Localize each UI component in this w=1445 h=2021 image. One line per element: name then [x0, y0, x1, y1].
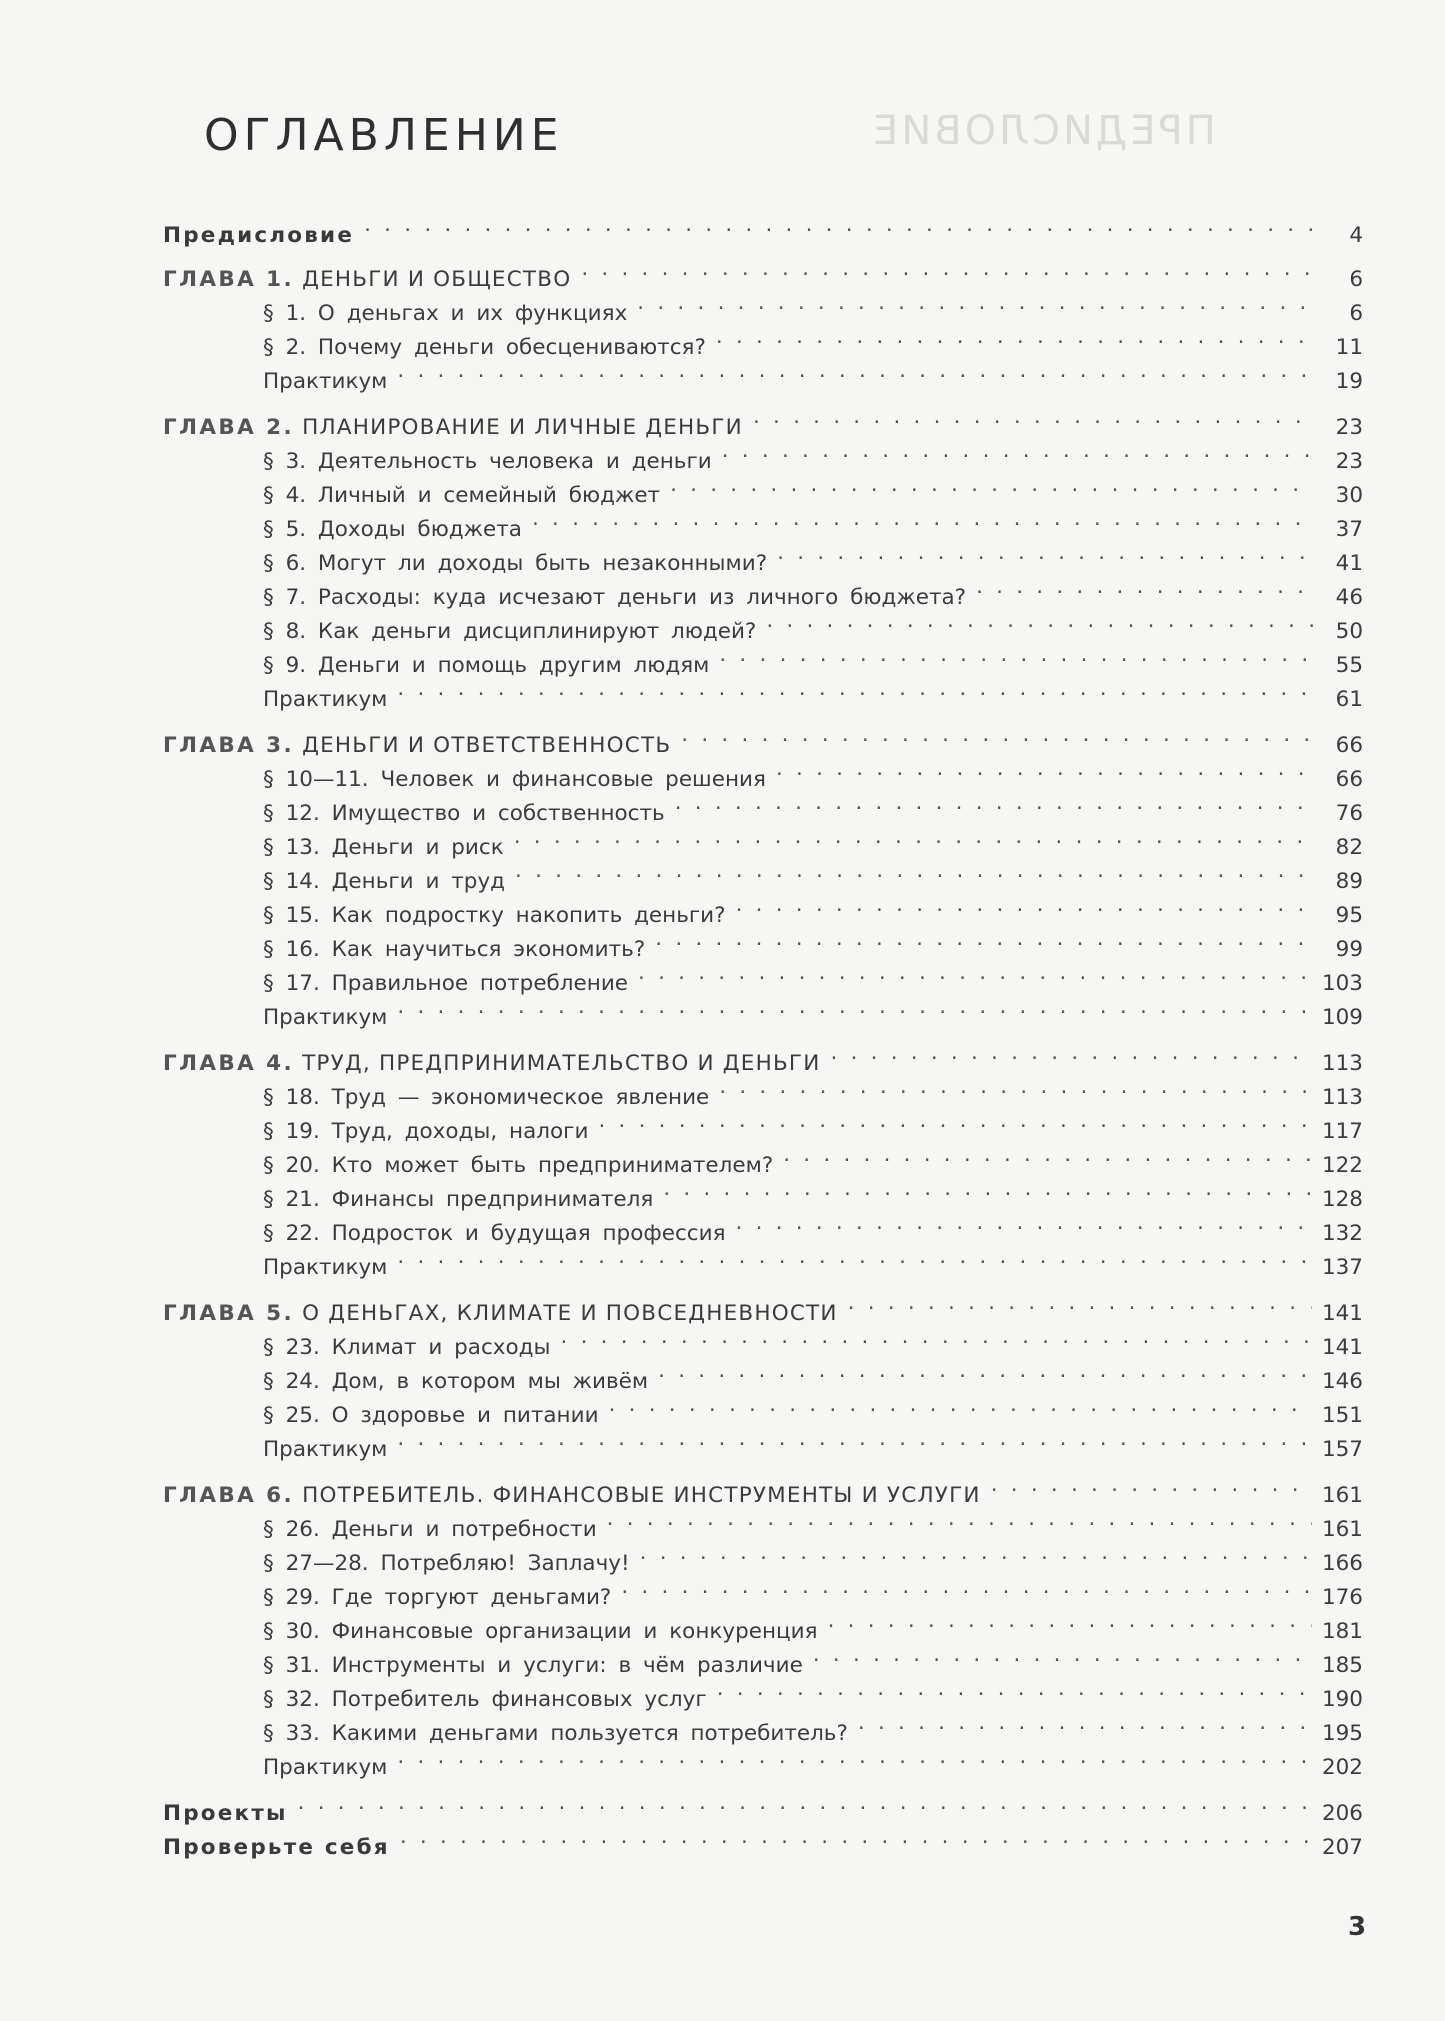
page-ref: 190 — [1321, 1687, 1363, 1712]
page-ref: 166 — [1321, 1551, 1363, 1576]
toc-chapter-label — [163, 411, 753, 445]
toc-section-label: § 31. Инструменты и услуги: в чём различие — [263, 1653, 803, 1678]
dot-leader — [397, 990, 1312, 1024]
toc-self-check-label: Проверьте себя — [163, 1835, 390, 1860]
dot-leader — [848, 1286, 1312, 1320]
chapter-title: ДЕНЬГИ И ОБЩЕСТВО — [302, 267, 572, 292]
page-ref: 109 — [1321, 1005, 1363, 1030]
page-title: ОГЛАВЛЕНИЕ — [204, 110, 564, 161]
toc-section-label: § 20. Кто может быть предпринимателем? — [263, 1153, 774, 1178]
page-ref: 181 — [1321, 1619, 1363, 1644]
toc-section-label: § 3. Деятельность человека и деньги — [263, 449, 712, 474]
page-ref: 99 — [1335, 937, 1363, 962]
chapter-number: ГЛАВА 5. — [163, 1301, 295, 1326]
toc-section-label: § 22. Подросток и будущая профессия — [263, 1221, 726, 1246]
dot-leader — [777, 536, 1313, 570]
dot-leader — [640, 1536, 1312, 1570]
toc-chapter — [163, 252, 1363, 292]
toc-section-label: § 29. Где торгуют деньгами? — [263, 1585, 612, 1610]
page-ref: 11 — [1335, 335, 1363, 360]
dot-leader — [561, 1320, 1312, 1354]
page-ref: 206 — [1321, 1801, 1363, 1826]
toc-practicum-label: Практикум — [263, 1437, 388, 1462]
toc-section-label: § 30. Финансовые организации и конкуренция — [263, 1619, 818, 1644]
dot-leader — [397, 1422, 1312, 1456]
page-ref: 128 — [1321, 1187, 1363, 1212]
page-ref: 117 — [1321, 1119, 1363, 1144]
toc-practicum-label: Практикум — [263, 1755, 388, 1780]
page-ref: 113 — [1321, 1051, 1363, 1076]
page-ref: 207 — [1321, 1835, 1363, 1860]
page-number: 3 — [1348, 1912, 1367, 1942]
dot-leader — [364, 208, 1313, 242]
dot-leader — [831, 1036, 1312, 1070]
table-of-contents — [163, 208, 1363, 1860]
page-ref: 141 — [1321, 1301, 1363, 1326]
dot-leader — [828, 1604, 1312, 1638]
chapter-title: О ДЕНЬГАХ, КЛИМАТЕ И ПОВСЕДНЕВНОСТИ — [302, 1301, 838, 1326]
toc-section-label: § 10—11. Человек и финансовые решения — [263, 767, 766, 792]
page-ref: 202 — [1321, 1755, 1363, 1780]
chapter-number: ГЛАВА 2. — [163, 415, 295, 440]
dot-leader — [655, 922, 1313, 956]
page-ref: 46 — [1335, 585, 1363, 610]
dot-leader — [753, 400, 1313, 434]
dot-leader — [598, 1104, 1312, 1138]
dot-leader — [607, 1502, 1312, 1536]
dot-leader — [722, 434, 1313, 468]
toc-section-label: § 19. Труд, доходы, налоги — [263, 1119, 589, 1144]
toc-section-label: § 13. Деньги и риск — [263, 835, 504, 860]
toc-practicum-label: Практикум — [263, 369, 388, 394]
toc-section-label: § 2. Почему деньги обесцениваются? — [263, 335, 706, 360]
toc-chapter-label — [163, 729, 681, 763]
chapter-title: ТРУД, ПРЕДПРИНИМАТЕЛЬСТВО И ДЕНЬГИ — [302, 1051, 821, 1076]
page-ref: 185 — [1321, 1653, 1363, 1678]
toc-chapter — [163, 400, 1363, 440]
dot-leader — [991, 1468, 1312, 1502]
chapter-title: ПОТРЕБИТЕЛЬ. ФИНАНСОВЫЕ ИНСТРУМЕНТЫ И УСЛУГИ — [302, 1483, 981, 1508]
page-ref: 6 — [1349, 301, 1363, 326]
toc-preface-label: Предисловие — [163, 223, 355, 248]
page-ref: 30 — [1335, 483, 1363, 508]
dot-leader — [397, 1740, 1312, 1774]
toc-section-label: § 8. Как деньги дисциплинируют людей? — [263, 619, 757, 644]
page-ref: 23 — [1335, 449, 1363, 474]
chapter-title: ПЛАНИРОВАНИЕ И ЛИЧНЫЕ ДЕНЬГИ — [302, 415, 743, 440]
page-ref: 122 — [1321, 1153, 1363, 1178]
page-ref: 66 — [1335, 767, 1363, 792]
toc-section-label: § 12. Имущество и собственность — [263, 801, 665, 826]
chapter-number: ГЛАВА 6. — [163, 1483, 295, 1508]
toc-section-label: § 17. Правильное потребление — [263, 971, 629, 996]
toc-section-label: § 14. Деньги и труд — [263, 869, 506, 894]
dot-leader — [637, 286, 1313, 320]
chapter-number: ГЛАВА 3. — [163, 733, 295, 758]
dot-leader — [670, 468, 1313, 502]
toc-section-label: § 5. Доходы бюджета — [263, 517, 522, 542]
page-ref: 82 — [1335, 835, 1363, 860]
dot-leader — [976, 570, 1313, 604]
dot-leader — [813, 1638, 1312, 1672]
toc-section-label: § 18. Труд — экономическое явление — [263, 1085, 710, 1110]
dot-leader — [858, 1706, 1312, 1740]
page-ref: 19 — [1335, 369, 1363, 394]
toc-chapter-label — [163, 263, 581, 297]
toc-chapter — [163, 1036, 1363, 1076]
toc-section-label: § 16. Как научиться экономить? — [263, 937, 646, 962]
page-ref: 141 — [1321, 1335, 1363, 1360]
page-ref: 137 — [1321, 1255, 1363, 1280]
toc-section-label: § 7. Расходы: куда исчезают деньги из личного бюджета? — [263, 585, 967, 610]
page-ref: 4 — [1349, 223, 1363, 248]
dot-leader — [736, 1206, 1312, 1240]
page-ref: 55 — [1335, 653, 1363, 678]
page-ref: 6 — [1349, 267, 1363, 292]
toc-section-label: § 15. Как подростку накопить деньги? — [263, 903, 726, 928]
toc-chapter — [163, 1468, 1363, 1508]
dot-leader — [766, 604, 1313, 638]
page-ref: 161 — [1321, 1517, 1363, 1542]
toc-section-label: § 33. Какими деньгами пользуется потребитель? — [263, 1721, 848, 1746]
dot-leader — [716, 320, 1313, 354]
dot-leader — [717, 1672, 1312, 1706]
page-ref: 151 — [1321, 1403, 1363, 1428]
toc-section-label: § 23. Климат и расходы — [263, 1335, 551, 1360]
page-ref: 41 — [1335, 551, 1363, 576]
page-ref: 66 — [1335, 733, 1363, 758]
dot-leader — [663, 1172, 1312, 1206]
dot-leader — [783, 1138, 1312, 1172]
dot-leader — [681, 718, 1313, 752]
show-through-text: ПРЕДИСЛОВИЕ — [870, 108, 1216, 154]
dot-leader — [397, 354, 1313, 388]
dot-leader — [397, 672, 1313, 706]
page-ref: 89 — [1335, 869, 1363, 894]
dot-leader — [719, 1070, 1312, 1104]
toc-practicum-label: Практикум — [263, 687, 388, 712]
page-ref: 95 — [1335, 903, 1363, 928]
dot-leader — [638, 956, 1312, 990]
dot-leader — [514, 820, 1313, 854]
dot-leader — [776, 752, 1313, 786]
page-ref: 195 — [1321, 1721, 1363, 1746]
chapter-title: ДЕНЬГИ И ОТВЕТСТВЕННОСТЬ — [302, 733, 672, 758]
chapter-number: ГЛАВА 1. — [163, 267, 295, 292]
page-ref: 113 — [1321, 1085, 1363, 1110]
page-ref: 132 — [1321, 1221, 1363, 1246]
dot-leader — [515, 854, 1313, 888]
dot-leader — [298, 1786, 1312, 1820]
toc-preface — [163, 208, 1363, 248]
dot-leader — [658, 1354, 1312, 1388]
toc-chapter — [163, 718, 1363, 758]
page-ref: 176 — [1321, 1585, 1363, 1610]
page-ref: 50 — [1335, 619, 1363, 644]
page-ref: 61 — [1335, 687, 1363, 712]
page-ref: 76 — [1335, 801, 1363, 826]
dot-leader — [397, 1240, 1312, 1274]
toc-section-label: § 4. Личный и семейный бюджет — [263, 483, 661, 508]
dot-leader — [719, 638, 1313, 672]
toc-section-label: § 27—28. Потребляю! Заплачу! — [263, 1551, 630, 1576]
page-ref: 157 — [1321, 1437, 1363, 1462]
toc-section-label: § 25. О здоровье и питании — [263, 1403, 599, 1428]
page-ref: 161 — [1321, 1483, 1363, 1508]
dot-leader — [675, 786, 1313, 820]
toc-projects-label: Проекты — [163, 1801, 288, 1826]
toc-practicum-label: Практикум — [263, 1005, 388, 1030]
dot-leader — [609, 1388, 1312, 1422]
page-ref: 37 — [1335, 517, 1363, 542]
toc-section-label: § 32. Потребитель финансовых услуг — [263, 1687, 707, 1712]
page-ref: 23 — [1335, 415, 1363, 440]
toc-section-label: § 24. Дом, в котором мы живём — [263, 1369, 649, 1394]
toc-section-label: § 26. Деньги и потребности — [263, 1517, 597, 1542]
chapter-number: ГЛАВА 4. — [163, 1051, 295, 1076]
dot-leader — [581, 252, 1313, 286]
page-ref: 146 — [1321, 1369, 1363, 1394]
dot-leader — [736, 888, 1313, 922]
toc-practicum-label: Практикум — [263, 1255, 388, 1280]
toc-projects — [163, 1786, 1363, 1826]
dot-leader — [621, 1570, 1312, 1604]
dot-leader — [400, 1820, 1312, 1854]
toc-section-label: § 21. Финансы предпринимателя — [263, 1187, 654, 1212]
toc-section-label: § 1. О деньгах и их функциях — [263, 301, 628, 326]
toc-section-label: § 9. Деньги и помощь другим людям — [263, 653, 710, 678]
toc-self-check — [163, 1820, 1363, 1860]
dot-leader — [532, 502, 1313, 536]
toc-chapter — [163, 1286, 1363, 1326]
toc-section-label: § 6. Могут ли доходы быть незаконными? — [263, 551, 768, 576]
page-ref: 103 — [1321, 971, 1363, 996]
